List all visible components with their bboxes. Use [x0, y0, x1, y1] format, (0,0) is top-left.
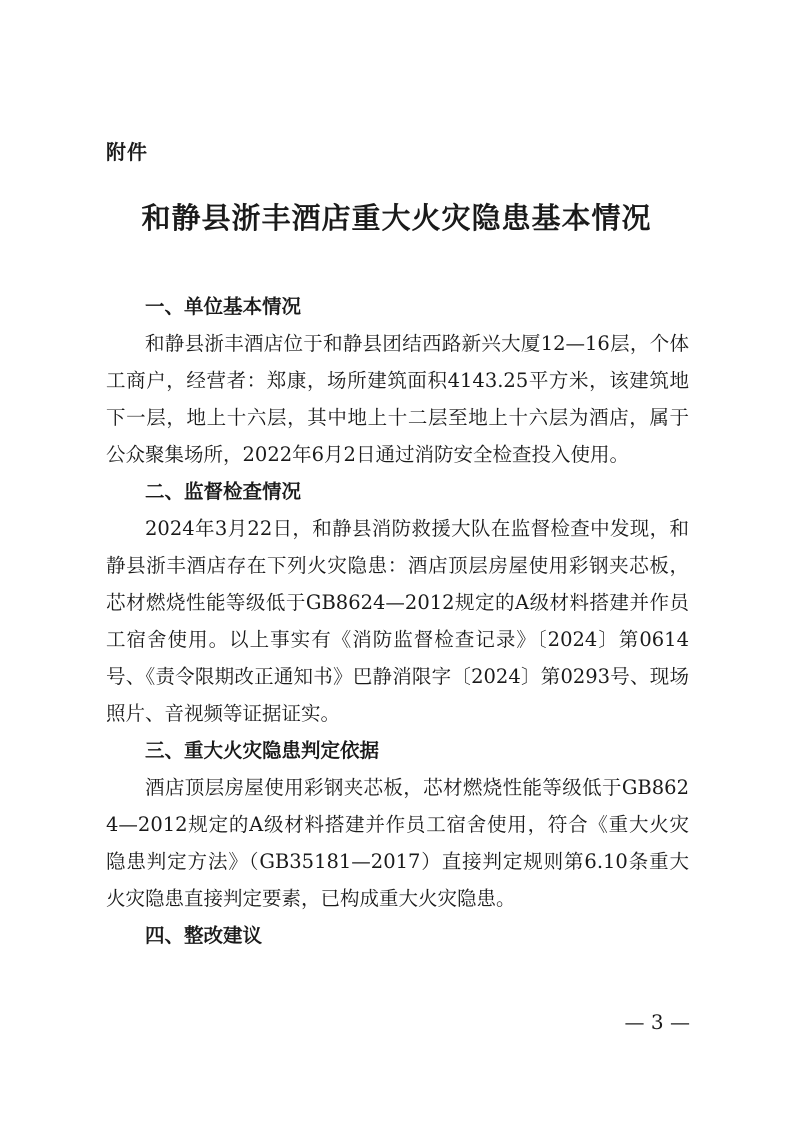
section-paragraph: 2024年3月22日，和静县消防救援大队在监督检查中发现，和静县浙丰酒店存在下列火灾隐患：酒店顶层房屋使用彩钢夹芯板，芯材燃烧性能等级低于GB8624—2012规定的A级材料搭建并作员工宿舍使用。以上事实有《消防监督检查记录》〔2024〕第0614号、《责令限期改正通知书》巴静消限字〔2024〕第0293号、现场照片、音视频等证据证实。	[106, 517, 689, 725]
section-judgment-basis	[106, 732, 689, 917]
section-rectification	[106, 917, 689, 954]
section-heading: 一、单位基本情况	[145, 295, 302, 318]
document-title: 和静县浙丰酒店重大火灾隐患基本情况	[141, 201, 652, 235]
page-number: — 3 —	[624, 1010, 690, 1034]
section-heading: 二、监督检查情况	[145, 480, 302, 503]
section-heading: 四、整改建议	[145, 924, 263, 947]
section-heading: 三、重大火灾隐患判定依据	[145, 739, 380, 762]
section-basic-info	[106, 288, 689, 473]
section-paragraph: 酒店顶层房屋使用彩钢夹芯板，芯材燃烧性能等级低于GB8624—2012规定的A级材料搭建并作员工宿舍使用，符合《重大火灾隐患判定方法》（GB35181—2017）直接判定规则第6.10条重大火灾隐患直接判定要素，已构成重大火灾隐患。	[106, 776, 689, 910]
attachment-label: 附件	[106, 140, 148, 164]
document-body	[106, 288, 689, 954]
section-paragraph: 和静县浙丰酒店位于和静县团结西路新兴大厦12—16层，个体工商户，经营者：郑康，场所建筑面积4143.25平方米，该建筑地下一层，地上十六层，其中地上十二层至地上十六层为酒店，属于公众聚集场所，2022年6月2日通过消防安全检查投入使用。	[106, 332, 689, 466]
section-inspection	[106, 473, 689, 732]
